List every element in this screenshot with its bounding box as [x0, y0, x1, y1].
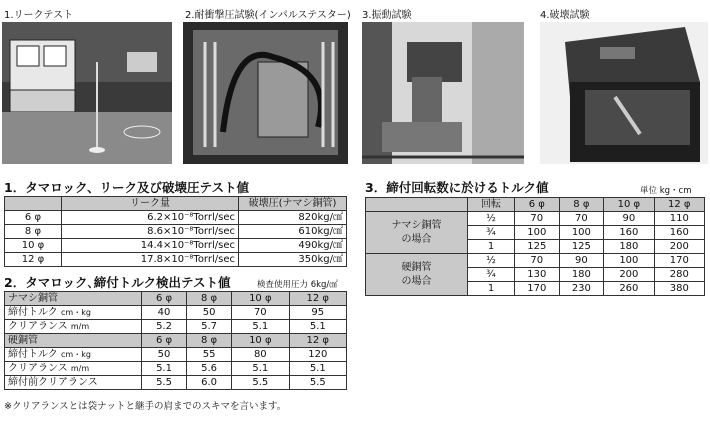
- table-header: 8 φ: [559, 198, 604, 212]
- section3-title: 3．締付回転数に於けるトルク値: [365, 180, 549, 195]
- leak-cell: 6.2×10⁻⁸Torrl/sec: [62, 211, 239, 225]
- vibration-test-photo: [362, 22, 524, 164]
- rotation-cell: ¾: [468, 268, 515, 282]
- group-label: の場合: [401, 275, 432, 287]
- value-cell: 5.5: [289, 376, 346, 390]
- group-label: ナマシ銅管: [5, 292, 142, 306]
- unit-label: m/m: [70, 322, 90, 331]
- value-cell: 40: [142, 306, 187, 320]
- value-cell: 380: [654, 282, 704, 296]
- unit-label: cm・kg: [61, 350, 91, 359]
- row-label: 締付トルク: [8, 307, 58, 318]
- size-cell: 10 φ: [232, 292, 289, 306]
- photo-caption-impulse: 2.耐衝撃圧試験(インパルステスター): [185, 10, 351, 21]
- table-row: [5, 320, 347, 334]
- value-cell: 55: [187, 348, 232, 362]
- value-cell: 100: [559, 226, 604, 240]
- table-header: リーク量: [62, 197, 239, 211]
- table-row: [366, 212, 705, 226]
- table-row: [366, 198, 705, 212]
- leak-cell: 17.8×10⁻⁸Torrl/sec: [62, 253, 239, 267]
- value-cell: 125: [515, 240, 560, 254]
- table-row: [5, 348, 347, 362]
- burst-cell: 350kg/㎠: [239, 253, 347, 267]
- row-label: 締付前クリアランス: [5, 376, 142, 390]
- burst-cell: 820kg/㎠: [239, 211, 347, 225]
- table-header: [5, 197, 62, 211]
- table-row: [366, 254, 705, 268]
- value-cell: 170: [654, 254, 704, 268]
- table-row: [5, 306, 347, 320]
- table-row: [5, 376, 347, 390]
- table-header: 10 φ: [604, 198, 654, 212]
- size-cell: 10 φ: [232, 334, 289, 348]
- value-cell: 160: [604, 226, 654, 240]
- unit-label: m/m: [70, 364, 90, 373]
- rotation-cell: ¾: [468, 226, 515, 240]
- photo-caption-vibration: 3.振動試験: [362, 10, 412, 21]
- value-cell: 90: [604, 212, 654, 226]
- table-row: [5, 225, 347, 239]
- value-cell: 170: [515, 282, 560, 296]
- value-cell: 95: [289, 306, 346, 320]
- value-cell: 70: [515, 254, 560, 268]
- group-label: ナマシ銅管: [391, 219, 442, 231]
- rotation-cell: 1: [468, 240, 515, 254]
- value-cell: 50: [187, 306, 232, 320]
- rotation-cell: ½: [468, 212, 515, 226]
- leak-test-photo: [2, 22, 172, 164]
- value-cell: 180: [559, 268, 604, 282]
- table-row: [5, 334, 347, 348]
- value-cell: 5.1: [289, 362, 346, 376]
- value-cell: 6.0: [187, 376, 232, 390]
- torque-detection-table: [4, 291, 347, 390]
- leak-cell: 8.6×10⁻⁸Torrl/sec: [62, 225, 239, 239]
- value-cell: 260: [604, 282, 654, 296]
- value-cell: 70: [559, 212, 604, 226]
- value-cell: 200: [604, 268, 654, 282]
- section1-title: 1．タマロック、リーク及び破壊圧テスト値: [4, 180, 249, 195]
- group-label: の場合: [401, 233, 432, 245]
- value-cell: 5.1: [232, 320, 289, 334]
- size-cell: 10 φ: [5, 239, 62, 253]
- group-label: 硬銅管: [401, 261, 432, 273]
- size-cell: 6 φ: [142, 292, 187, 306]
- value-cell: 120: [289, 348, 346, 362]
- footnote: ※クリアランスとは袋ナットと継手の肩までのスキマを言います。: [4, 401, 287, 412]
- table-row: [5, 211, 347, 225]
- group-label: 硬銅管: [5, 334, 142, 348]
- size-cell: 6 φ: [142, 334, 187, 348]
- value-cell: 5.5: [142, 376, 187, 390]
- table-header: 12 φ: [654, 198, 704, 212]
- table-header: 6 φ: [515, 198, 560, 212]
- rotation-cell: ½: [468, 254, 515, 268]
- value-cell: 5.1: [142, 362, 187, 376]
- value-cell: 100: [604, 254, 654, 268]
- value-cell: 5.7: [187, 320, 232, 334]
- value-cell: 5.2: [142, 320, 187, 334]
- value-cell: 90: [559, 254, 604, 268]
- unit-note: 単位 kg・cm: [640, 186, 692, 196]
- value-cell: 125: [559, 240, 604, 254]
- impulse-test-photo: [183, 22, 348, 164]
- size-cell: 8 φ: [187, 334, 232, 348]
- size-cell: 12 φ: [5, 253, 62, 267]
- table-row: [5, 292, 347, 306]
- table-row: [5, 239, 347, 253]
- row-label: クリアランス: [8, 363, 68, 374]
- size-cell: 8 φ: [187, 292, 232, 306]
- value-cell: 180: [604, 240, 654, 254]
- section2-title: 2．タマロック､締付トルク検出テスト値: [4, 275, 231, 290]
- burst-cell: 610kg/㎠: [239, 225, 347, 239]
- value-cell: 5.1: [232, 362, 289, 376]
- leak-burst-table: [4, 196, 347, 267]
- size-cell: 12 φ: [289, 334, 346, 348]
- table-header: 回転: [468, 198, 515, 212]
- value-cell: 80: [232, 348, 289, 362]
- rotation-torque-table: [365, 197, 705, 296]
- value-cell: 280: [654, 268, 704, 282]
- photo-caption-leak: 1.リークテスト: [4, 10, 74, 21]
- value-cell: 200: [654, 240, 704, 254]
- destruction-test-photo: [540, 22, 708, 164]
- value-cell: 50: [142, 348, 187, 362]
- photo-caption-destruction: 4.破壊試験: [540, 10, 590, 21]
- table-header: [366, 198, 468, 212]
- size-cell: 6 φ: [5, 211, 62, 225]
- table-header: 破壊圧(ナマシ銅管): [239, 197, 347, 211]
- leak-cell: 14.4×10⁻⁸Torrl/sec: [62, 239, 239, 253]
- pressure-note: 検査使用圧力 6kg/㎠: [257, 280, 338, 290]
- value-cell: 70: [232, 306, 289, 320]
- value-cell: 5.6: [187, 362, 232, 376]
- value-cell: 230: [559, 282, 604, 296]
- value-cell: 130: [515, 268, 560, 282]
- row-label: 締付トルク: [8, 349, 58, 360]
- value-cell: 110: [654, 212, 704, 226]
- unit-label: cm・kg: [61, 308, 91, 317]
- table-row: [5, 253, 347, 267]
- table-row: [5, 362, 347, 376]
- size-cell: 12 φ: [289, 292, 346, 306]
- rotation-cell: 1: [468, 282, 515, 296]
- value-cell: 70: [515, 212, 560, 226]
- row-label: クリアランス: [8, 321, 68, 332]
- size-cell: 8 φ: [5, 225, 62, 239]
- burst-cell: 490kg/㎠: [239, 239, 347, 253]
- value-cell: 5.5: [232, 376, 289, 390]
- value-cell: 160: [654, 226, 704, 240]
- value-cell: 5.1: [289, 320, 346, 334]
- value-cell: 100: [515, 226, 560, 240]
